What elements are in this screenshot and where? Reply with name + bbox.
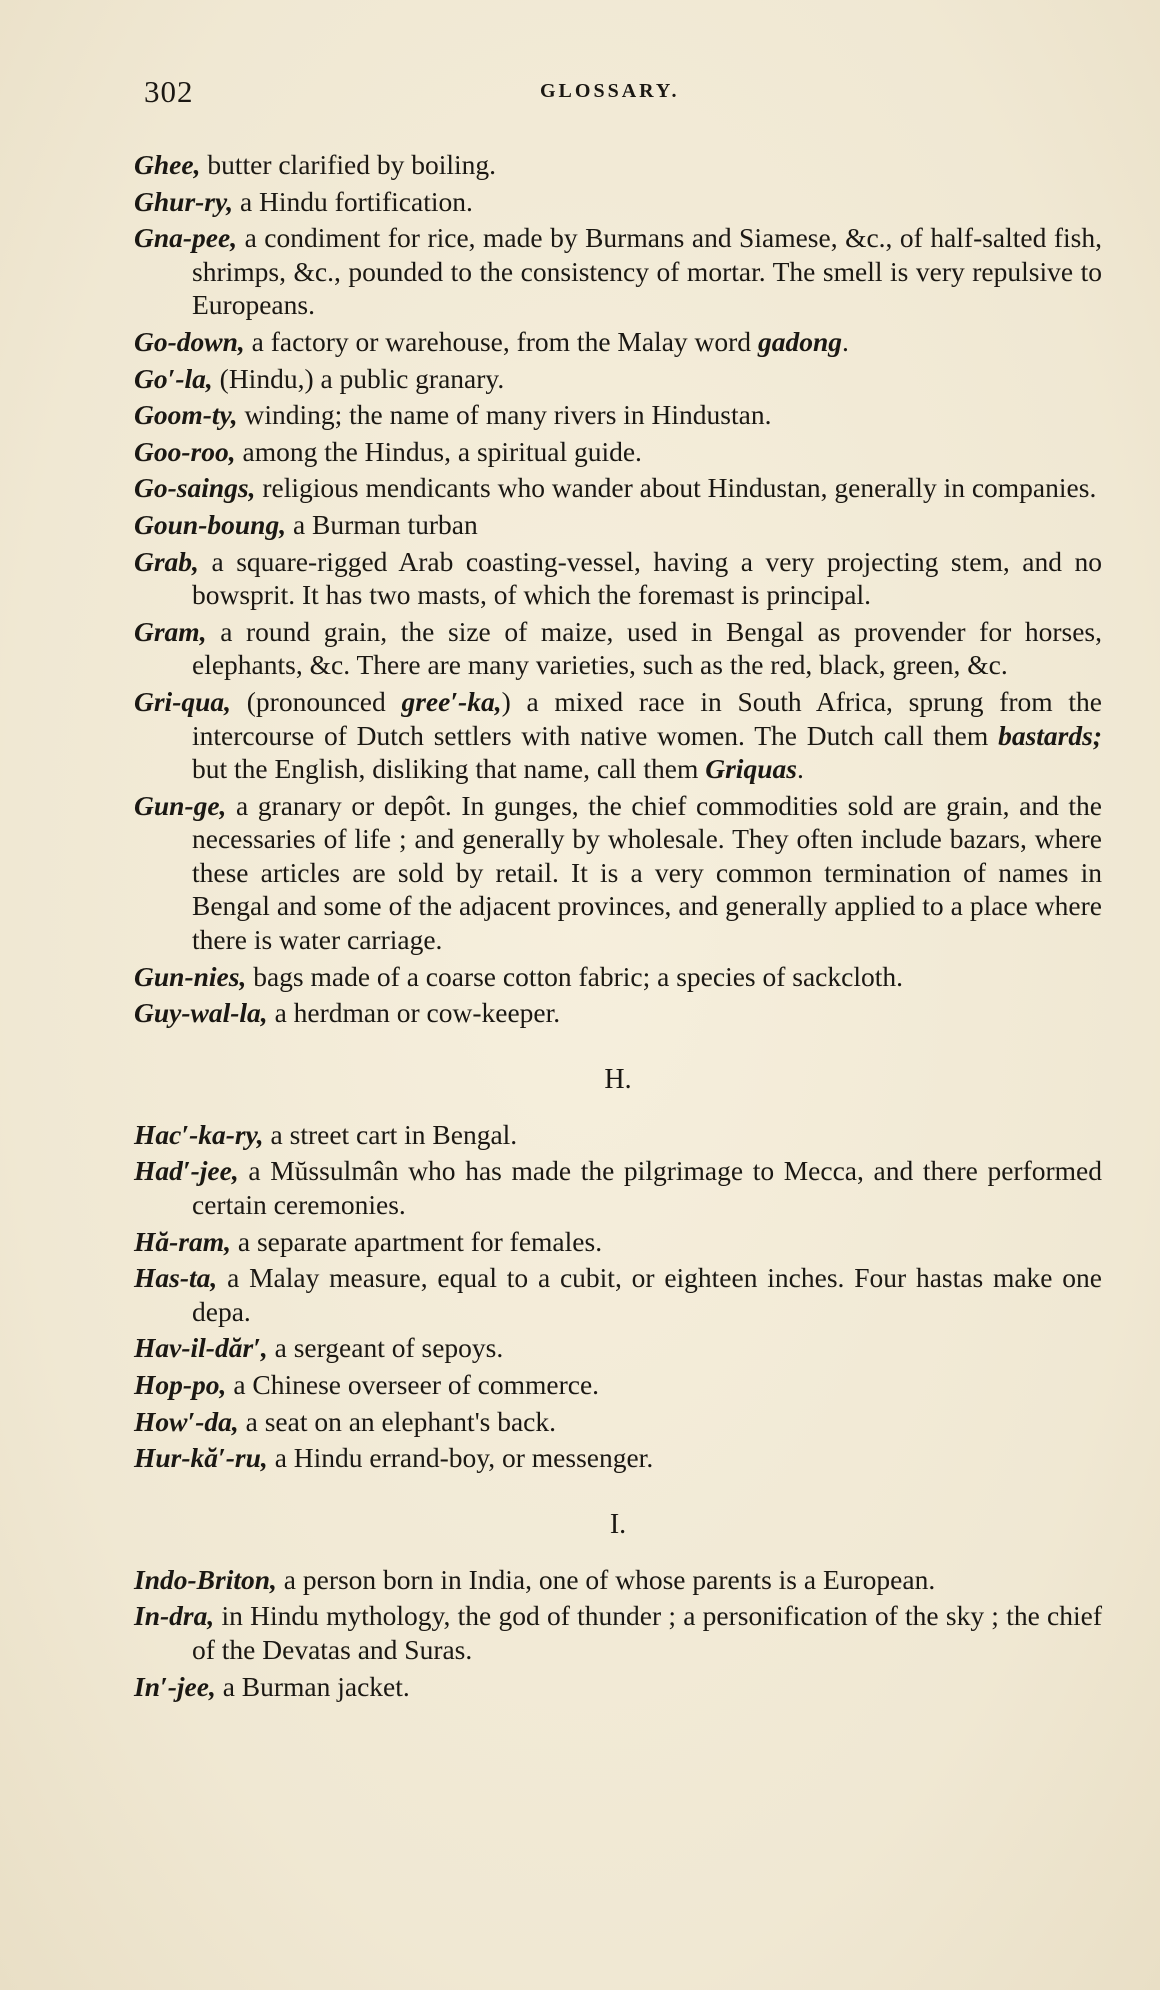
entry-term: Has-ta, <box>134 1262 218 1294</box>
entry-definition: a condiment for rice, made by Burmans and Siamese, &c., of half-salted fish, shrimps, &c., pounded to the consistency of mortar. The smell is very repulsive to Europeans. <box>192 222 1102 321</box>
glossary-entry <box>134 1563 1102 1597</box>
entry-term: Gun-ge, <box>134 789 227 821</box>
entry-emphasis: bastards; <box>998 719 1102 751</box>
glossary-entry <box>134 545 1102 612</box>
entry-term: Gna-pee, <box>134 222 238 254</box>
entry-term: Goom-ty, <box>134 399 238 431</box>
section-g <box>134 148 1102 1030</box>
entry-definition: a Mŭssulmân who has made the pilgrimage to Mecca, and there performed certain ceremonies. <box>192 1155 1102 1221</box>
entry-term: Hur-kă′-ru, <box>134 1442 268 1474</box>
entry-definition: (Hindu,) a public granary. <box>212 362 505 394</box>
entry-term: Gri-qua, <box>134 685 232 717</box>
entry-definition-cont: ) a mixed race in South Africa, sprung from the intercourse of Dutch settlers with native women. The Dutch call them <box>192 685 1102 751</box>
section-heading: H. <box>604 1063 632 1095</box>
entry-term: Go-down, <box>134 325 245 357</box>
glossary-entry <box>134 508 1102 542</box>
section-i <box>134 1509 1102 1703</box>
glossary-entry <box>134 435 1102 469</box>
entry-emphasis: Griquas <box>705 753 797 785</box>
entry-definition: a separate apartment for females. <box>231 1225 603 1257</box>
entry-term: Hav-il-dăr′, <box>134 1332 268 1364</box>
glossary-entry <box>134 471 1102 505</box>
entry-definition: a seat on an elephant's back. <box>238 1405 557 1437</box>
entry-definition: bags made of a coarse cotton fabric; a species of sackcloth. <box>246 960 903 992</box>
entry-term: Gram, <box>134 615 207 647</box>
entry-definition: (pronounced <box>231 685 402 717</box>
entry-definition: a Hindu errand-boy, or messenger. <box>267 1442 654 1474</box>
entry-definition: winding; the name of many rivers in Hindustan. <box>237 399 772 431</box>
entry-term: Grab, <box>134 545 199 577</box>
entry-definition: a Burman turban <box>286 508 478 540</box>
entry-definition-cont: but the English, disliking that name, call them <box>192 753 706 785</box>
entry-term: Goun-boung, <box>134 508 287 540</box>
glossary-entry <box>134 1599 1102 1666</box>
entry-definition: a factory or warehouse, from the Malay word <box>244 325 758 357</box>
glossary-entry <box>134 221 1102 322</box>
glossary-entry <box>134 615 1102 682</box>
glossary-entry <box>134 1670 1102 1704</box>
glossary-entry <box>134 1118 1102 1152</box>
entry-definition: a Chinese overseer of commerce. <box>226 1369 600 1400</box>
entry-definition-cont: . <box>841 325 849 357</box>
running-head <box>134 74 1102 122</box>
glossary-entry <box>134 996 1102 1030</box>
glossary-entry <box>134 148 1102 182</box>
entry-term: Go-saings, <box>134 472 256 504</box>
entry-definition: butter clarified by boiling. <box>200 149 496 180</box>
entry-definition: religious mendicants who wander about Hindustan, generally in companies. <box>255 472 1097 504</box>
entry-definition: a Hindu fortification. <box>233 185 473 217</box>
glossary-entry <box>134 1225 1102 1259</box>
glossary-entry <box>134 362 1102 396</box>
entry-definition-cont: . <box>796 753 804 785</box>
glossary-entry <box>134 789 1102 957</box>
entry-definition: a Burman jacket. <box>215 1670 410 1702</box>
entry-definition: a street cart in Bengal. <box>263 1118 518 1150</box>
entry-term: Hă-ram, <box>134 1225 232 1257</box>
glossary-entry <box>134 960 1102 994</box>
entry-definition: among the Hindus, a spiritual guide. <box>235 435 642 467</box>
entry-term: Goo-roo, <box>134 435 236 467</box>
section-heading: I. <box>609 1508 627 1540</box>
entry-term: Hop-po, <box>134 1369 227 1400</box>
entry-term: Hac′-ka-ry, <box>134 1118 264 1150</box>
glossary-entry <box>134 185 1102 219</box>
glossary-entry <box>134 1261 1102 1328</box>
glossary-entry <box>134 1154 1102 1221</box>
entry-term: In-dra, <box>134 1600 215 1632</box>
glossary-entry <box>134 1441 1102 1475</box>
section-h <box>134 1064 1102 1475</box>
glossary-entry <box>134 1405 1102 1439</box>
entry-emphasis: gadong <box>757 325 842 357</box>
entry-term: Guy-wal-la, <box>134 997 268 1029</box>
glossary-entry <box>134 398 1102 432</box>
entry-term: Gun-nies, <box>134 960 247 992</box>
entry-definition: a square-rigged Arab coasting-vessel, having a very projecting stem, and no bowsprit. It has two masts, of which the foremast is principal. <box>192 545 1102 611</box>
entry-term: Go′-la, <box>134 362 213 394</box>
entry-term: In′-jee, <box>134 1670 216 1702</box>
entry-definition: a herdman or cow-keeper. <box>267 997 561 1029</box>
entry-emphasis: gree′-ka, <box>401 685 502 717</box>
entry-definition: a Malay measure, equal to a cubit, or eighteen inches. Four hastas make one depa. <box>192 1262 1102 1327</box>
entry-definition: a granary or depôt. In gunges, the chief commodities sold are grain, and the necessaries of life ; and generally by wholesale. They often include bazars, where these articles are sold by retail. It is a very common termination of names in Bengal and some of the adjacent provinces, and generally applied to a place where there is water carriage. <box>192 789 1102 956</box>
entry-term: How′-da, <box>134 1405 239 1437</box>
entry-term: Had′-jee, <box>134 1155 239 1187</box>
entry-term: Indo-Briton, <box>134 1563 277 1595</box>
glossary-entry <box>134 325 1102 359</box>
entry-term: Ghur-ry, <box>134 185 234 217</box>
page-number: 302 <box>144 74 194 109</box>
entry-definition: a round grain, the size of maize, used in Bengal as provender for horses, elephants, &c. There are many varieties, such as the red, black, green, &c. <box>192 615 1102 681</box>
entry-term: Ghee, <box>134 149 201 180</box>
glossary-entry <box>134 1331 1102 1365</box>
glossary-entry <box>134 685 1102 786</box>
glossary-entry <box>134 1368 1102 1402</box>
entry-definition: in Hindu mythology, the god of thunder ; a personification of the sky ; the chief of the Devatas and Suras. <box>192 1600 1102 1665</box>
running-title: GLOSSARY. <box>540 80 680 102</box>
entry-definition: a sergeant of sepoys. <box>267 1332 504 1364</box>
entry-definition: a person born in India, one of whose parents is a European. <box>276 1563 936 1595</box>
